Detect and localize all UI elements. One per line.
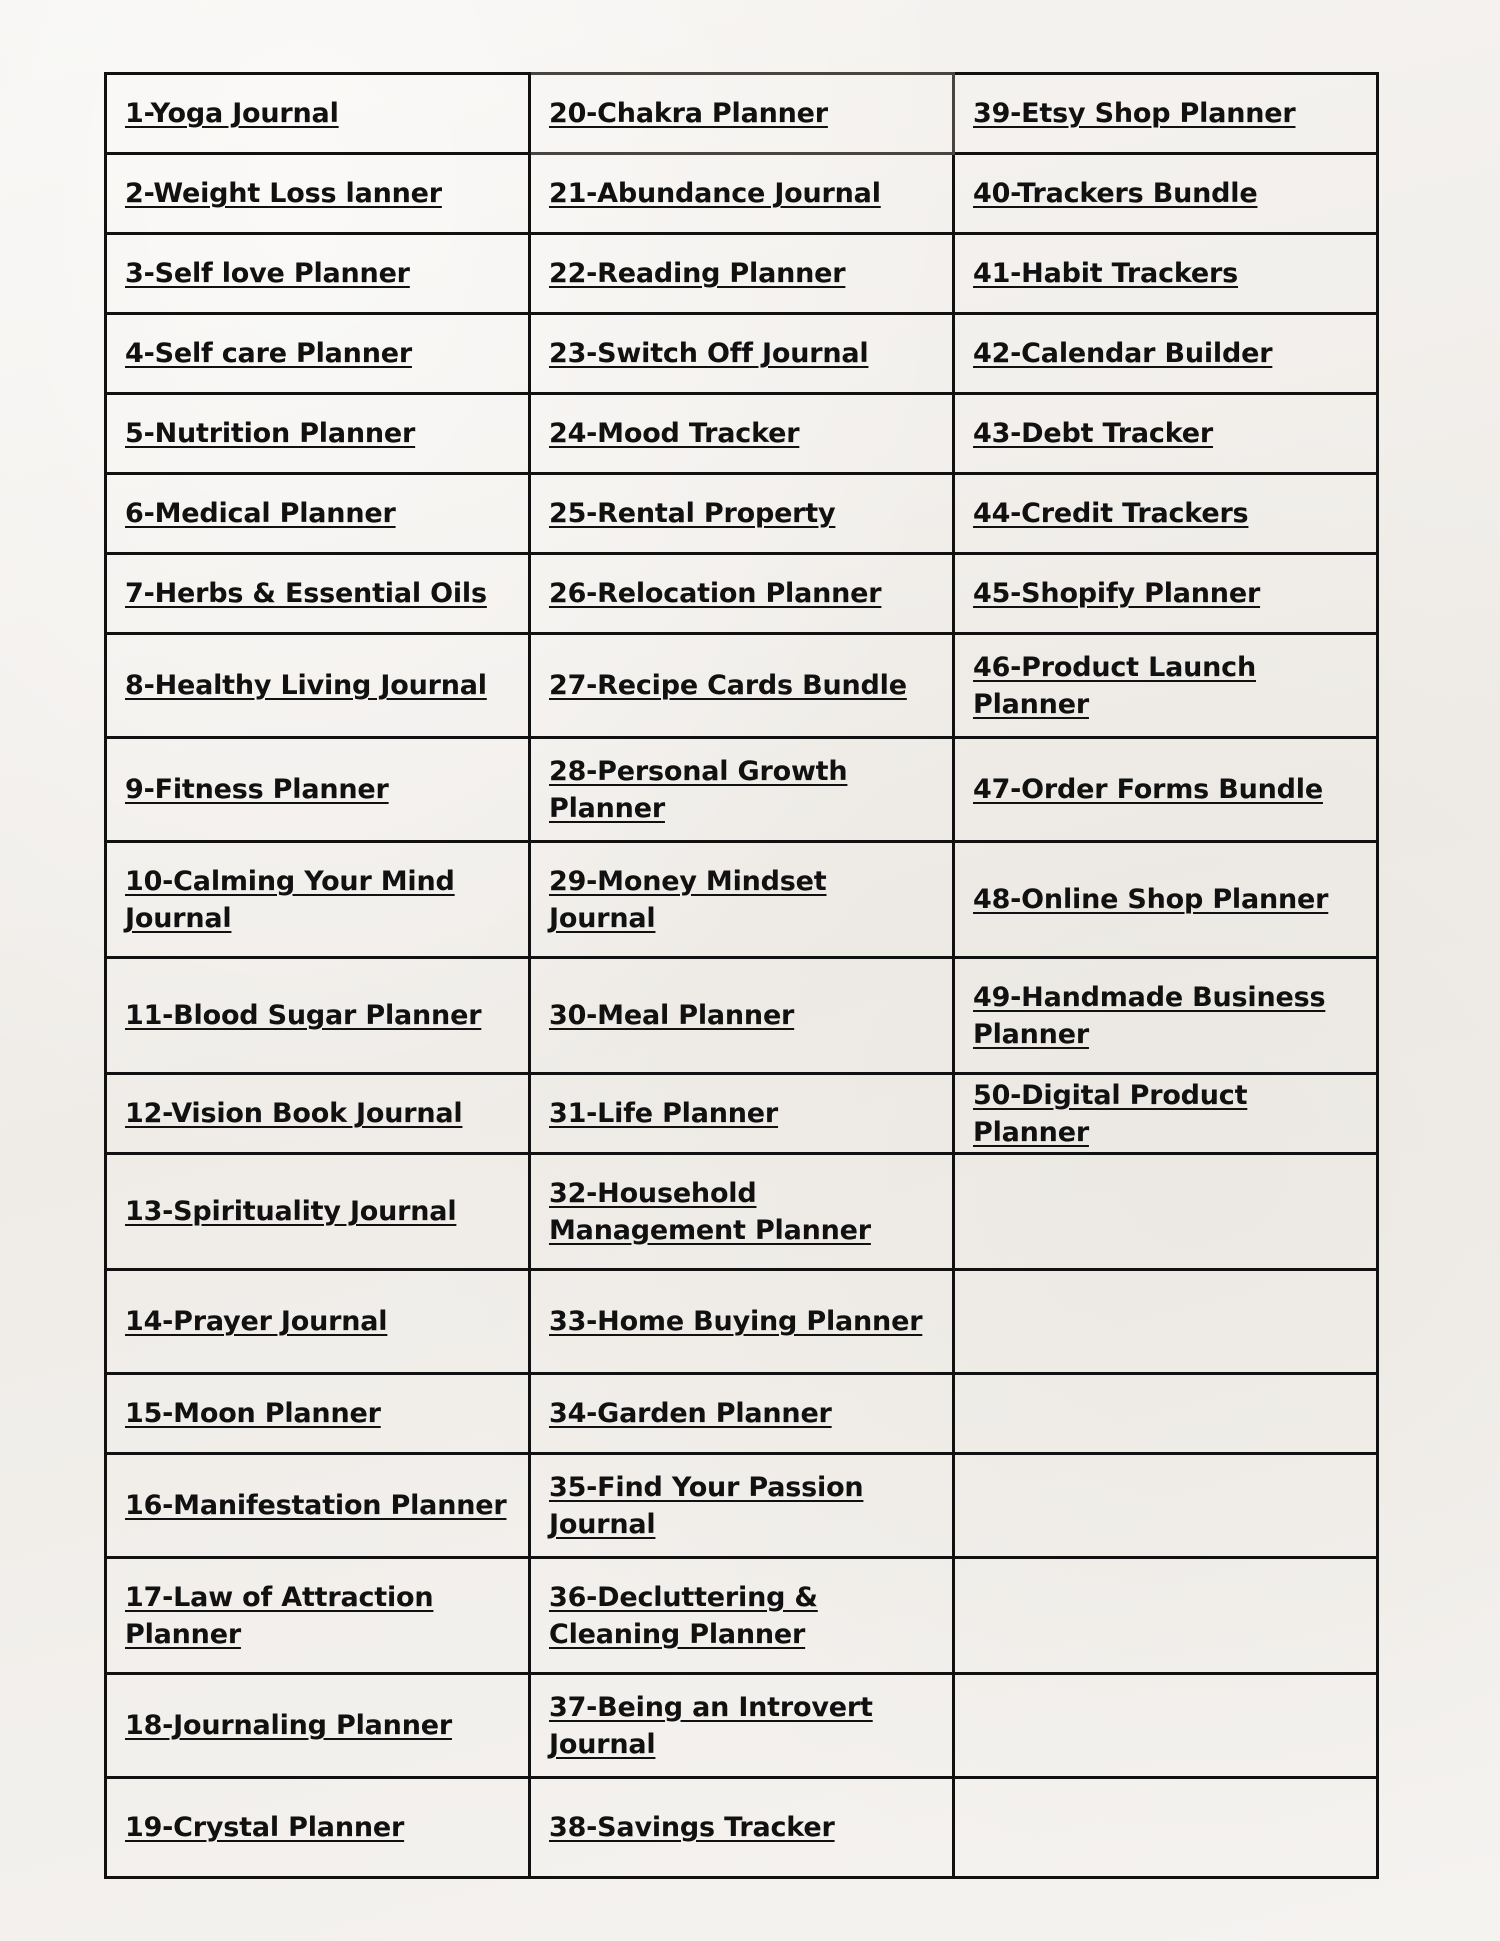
- planner-link[interactable]: 2-Weight Loss lanner: [125, 178, 442, 209]
- planner-link[interactable]: 30-Meal Planner: [549, 1000, 795, 1031]
- table-row: [106, 474, 1378, 554]
- table-cell-middle: [530, 1154, 954, 1270]
- planner-link[interactable]: 18-Journaling Planner: [125, 1710, 452, 1741]
- planner-link[interactable]: 22-Reading Planner: [549, 258, 846, 289]
- table-cell-left: [106, 1270, 530, 1374]
- planner-link[interactable]: 15-Moon Planner: [125, 1398, 381, 1429]
- table-cell-middle: [530, 634, 954, 738]
- planner-link[interactable]: 19-Crystal Planner: [125, 1812, 405, 1843]
- table-cell-right: [954, 738, 1378, 842]
- table-cell-right: [954, 1074, 1378, 1154]
- table-cell-middle: [530, 154, 954, 234]
- planner-link[interactable]: 4-Self care Planner: [125, 338, 412, 369]
- planner-link[interactable]: 45-Shopify Planner: [973, 578, 1261, 609]
- table-cell-middle: [530, 1074, 954, 1154]
- table-cell-right: [954, 234, 1378, 314]
- table-cell-left: [106, 1454, 530, 1558]
- table-cell-right: [954, 634, 1378, 738]
- empty-cell: [954, 1270, 1378, 1374]
- table-row: [106, 1558, 1378, 1674]
- planner-link[interactable]: 48-Online Shop Planner: [973, 884, 1329, 915]
- table-cell-middle: [530, 314, 954, 394]
- planner-link[interactable]: 16-Manifestation Planner: [125, 1490, 507, 1521]
- table-cell-right: [954, 958, 1378, 1074]
- planner-link[interactable]: 27-Recipe Cards Bundle: [549, 670, 907, 701]
- planner-link[interactable]: 38-Savings Tracker: [549, 1812, 835, 1843]
- planner-link[interactable]: 12-Vision Book Journal: [125, 1098, 463, 1129]
- planner-link[interactable]: 26-Relocation Planner: [549, 578, 882, 609]
- planner-link[interactable]: 1-Yoga Journal: [125, 98, 339, 129]
- table-cell-middle: [530, 842, 954, 958]
- empty-cell: [954, 1674, 1378, 1778]
- table-cell-middle: [530, 1778, 954, 1878]
- planner-link[interactable]: 11-Blood Sugar Planner: [125, 1000, 482, 1031]
- table-cell-left: [106, 1674, 530, 1778]
- table-row: [106, 1674, 1378, 1778]
- table-cell-middle: [530, 234, 954, 314]
- table-cell-middle: [530, 1454, 954, 1558]
- planner-link[interactable]: 7-Herbs & Essential Oils: [125, 578, 487, 609]
- table-cell-right: [954, 394, 1378, 474]
- table-row: [106, 738, 1378, 842]
- planner-link[interactable]: 6-Medical Planner: [125, 498, 396, 529]
- table-cell-left: [106, 234, 530, 314]
- table-row: [106, 234, 1378, 314]
- table-cell-left: [106, 474, 530, 554]
- planner-link[interactable]: 20-Chakra Planner: [549, 98, 828, 129]
- table-cell-left: [106, 554, 530, 634]
- table-row: [106, 1374, 1378, 1454]
- table-cell-left: [106, 738, 530, 842]
- planner-link[interactable]: 39-Etsy Shop Planner: [973, 98, 1296, 129]
- table-row: [106, 554, 1378, 634]
- planner-link[interactable]: 42-Calendar Builder: [973, 338, 1273, 369]
- table-cell-middle: [530, 958, 954, 1074]
- table-cell-left: [106, 1374, 530, 1454]
- table-row: [106, 1074, 1378, 1154]
- table-row: [106, 394, 1378, 474]
- planner-link[interactable]: 40-Trackers Bundle: [973, 178, 1258, 209]
- table-row: [106, 842, 1378, 958]
- table-cell-middle: [530, 394, 954, 474]
- planner-list-body: [106, 74, 1378, 1878]
- empty-cell: [954, 1374, 1378, 1454]
- planner-link[interactable]: 21-Abundance Journal: [549, 178, 881, 209]
- table-row: [106, 1154, 1378, 1270]
- table-cell-middle: [530, 1374, 954, 1454]
- planner-link[interactable]: 44-Credit Trackers: [973, 498, 1249, 529]
- table-cell-left: [106, 74, 530, 154]
- table-cell-right: [954, 842, 1378, 958]
- planner-link[interactable]: 23-Switch Off Journal: [549, 338, 869, 369]
- table-row: [106, 74, 1378, 154]
- planner-link[interactable]: 49-Handmade Business Planner: [973, 981, 1326, 1050]
- planner-link[interactable]: 24-Mood Tracker: [549, 418, 800, 449]
- planner-link[interactable]: 37-Being an Introvert Journal: [549, 1691, 873, 1760]
- table-cell-left: [106, 958, 530, 1074]
- table-cell-left: [106, 1074, 530, 1154]
- empty-cell: [954, 1778, 1378, 1878]
- table-cell-middle: [530, 1270, 954, 1374]
- table-row: [106, 1454, 1378, 1558]
- planner-link[interactable]: 10-Calming Your Mind Journal: [125, 865, 455, 934]
- table-cell-middle: [530, 554, 954, 634]
- planner-link[interactable]: 33-Home Buying Planner: [549, 1306, 923, 1337]
- planner-link[interactable]: 31-Life Planner: [549, 1098, 779, 1129]
- planner-link[interactable]: 8-Healthy Living Journal: [125, 670, 487, 701]
- planner-link[interactable]: 9-Fitness Planner: [125, 774, 389, 805]
- table-cell-middle: [530, 1558, 954, 1674]
- planner-link[interactable]: 46-Product Launch Planner: [973, 651, 1256, 720]
- table-cell-left: [106, 154, 530, 234]
- planner-link[interactable]: 25-Rental Property: [549, 498, 836, 529]
- table-row: [106, 1270, 1378, 1374]
- table-cell-right: [954, 74, 1378, 154]
- table-row: [106, 1778, 1378, 1878]
- table-row: [106, 314, 1378, 394]
- planner-link[interactable]: 14-Prayer Journal: [125, 1306, 388, 1337]
- planner-link[interactable]: 29-Money Mindset Journal: [549, 865, 827, 934]
- table-cell-middle: [530, 1674, 954, 1778]
- table-cell-right: [954, 314, 1378, 394]
- table-cell-middle: [530, 738, 954, 842]
- planner-link[interactable]: 47-Order Forms Bundle: [973, 774, 1323, 805]
- table-row: [106, 154, 1378, 234]
- planner-link[interactable]: 50-Digital Product Planner: [973, 1079, 1248, 1148]
- planner-link[interactable]: 13-Spirituality Journal: [125, 1196, 457, 1227]
- table-cell-right: [954, 474, 1378, 554]
- planner-link[interactable]: 3-Self love Planner: [125, 258, 410, 289]
- table-cell-left: [106, 394, 530, 474]
- planner-link[interactable]: 43-Debt Tracker: [973, 418, 1213, 449]
- table-cell-left: [106, 842, 530, 958]
- table-cell-middle: [530, 474, 954, 554]
- planner-link[interactable]: 17-Law of Attraction Planner: [125, 1581, 434, 1650]
- planner-link[interactable]: 36-Decluttering & Cleaning Planner: [549, 1581, 818, 1650]
- empty-cell: [954, 1558, 1378, 1674]
- planner-link[interactable]: 5-Nutrition Planner: [125, 418, 416, 449]
- table-cell-right: [954, 154, 1378, 234]
- table-cell-middle: [530, 74, 954, 154]
- table-cell-left: [106, 1778, 530, 1878]
- empty-cell: [954, 1454, 1378, 1558]
- table-cell-left: [106, 1558, 530, 1674]
- planner-list-table: [104, 72, 1379, 1879]
- table-row: [106, 634, 1378, 738]
- planner-link[interactable]: 41-Habit Trackers: [973, 258, 1239, 289]
- table-row: [106, 958, 1378, 1074]
- planner-link[interactable]: 32-Household Management Planner: [549, 1177, 871, 1246]
- planner-link[interactable]: 34-Garden Planner: [549, 1398, 832, 1429]
- empty-cell: [954, 1154, 1378, 1270]
- table-cell-left: [106, 1154, 530, 1270]
- table-cell-left: [106, 314, 530, 394]
- table-cell-left: [106, 634, 530, 738]
- table-cell-right: [954, 554, 1378, 634]
- planner-link[interactable]: 28-Personal Growth Planner: [549, 755, 848, 824]
- planner-link[interactable]: 35-Find Your Passion Journal: [549, 1471, 864, 1540]
